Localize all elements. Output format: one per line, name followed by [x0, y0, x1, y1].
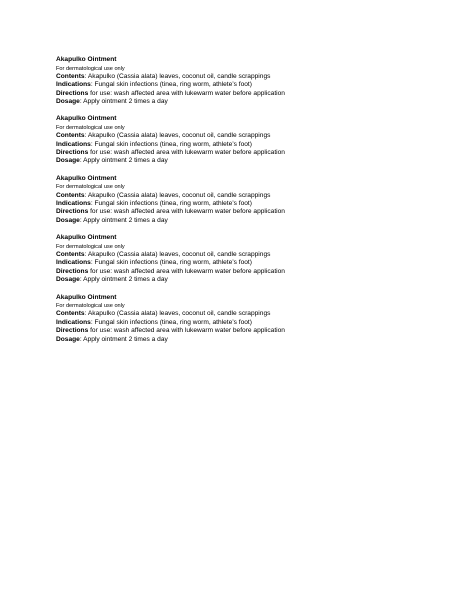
indications-term: Indications — [56, 140, 91, 148]
contents-line — [56, 251, 436, 259]
label-subtitle: For dermatological use only — [56, 303, 125, 310]
contents-term: Contents — [56, 72, 85, 80]
directions-text: for use: wash affected area with lukewarm water before application — [88, 267, 285, 275]
indications-term: Indications — [56, 318, 91, 326]
dosage-line — [56, 276, 436, 284]
dosage-line — [56, 98, 436, 106]
directions-text: for use: wash affected area with lukewarm water before application — [88, 208, 285, 216]
directions-text: for use: wash affected area with lukewarm water before application — [88, 327, 285, 335]
directions-term: Directions — [56, 327, 89, 335]
contents-line — [56, 73, 436, 81]
ointment-label — [56, 115, 436, 165]
label-subtitle: For dermatological use only — [56, 125, 125, 132]
dosage-line — [56, 157, 436, 165]
dosage-line — [56, 336, 436, 344]
contents-term: Contents — [56, 132, 85, 140]
indications-term: Indications — [56, 259, 91, 267]
contents-line — [56, 310, 436, 318]
indications-text: : Fungal skin infections (tinea, ring worm, athlete’s foot) — [90, 81, 252, 89]
indications-text: : Fungal skin infections (tinea, ring worm, athlete’s foot) — [90, 318, 252, 326]
dosage-term: Dosage — [56, 276, 80, 284]
dosage-term: Dosage — [56, 157, 80, 165]
contents-term: Contents — [56, 251, 85, 259]
label-title: Akapulko Ointment — [56, 174, 117, 182]
contents-term: Contents — [56, 191, 85, 199]
ointment-label — [56, 234, 436, 284]
indications-text: : Fungal skin infections (tinea, ring worm, athlete’s foot) — [90, 200, 252, 208]
indications-term: Indications — [56, 81, 91, 89]
label-list — [56, 56, 436, 353]
directions-line — [56, 149, 436, 157]
directions-term: Directions — [56, 267, 89, 275]
indications-line — [56, 81, 436, 89]
directions-line — [56, 90, 436, 98]
indications-line — [56, 200, 436, 208]
label-subtitle: For dermatological use only — [56, 65, 125, 72]
contents-text: : Akapulko (Cassia alata) leaves, coconut oil, candle scrappings — [84, 251, 271, 259]
indications-text: : Fungal skin infections (tinea, ring worm, athlete’s foot) — [90, 140, 252, 148]
dosage-text: : Apply ointment 2 times a day — [79, 276, 168, 284]
label-title: Akapulko Ointment — [56, 115, 117, 123]
label-subtitle: For dermatological use only — [56, 184, 125, 191]
label-title: Akapulko Ointment — [56, 234, 117, 242]
contents-text: : Akapulko (Cassia alata) leaves, coconut oil, candle scrappings — [84, 191, 271, 199]
directions-term: Directions — [56, 208, 89, 216]
contents-term: Contents — [56, 310, 85, 318]
label-title: Akapulko Ointment — [56, 293, 117, 301]
dosage-text: : Apply ointment 2 times a day — [79, 335, 168, 343]
dosage-term: Dosage — [56, 335, 80, 343]
contents-line — [56, 192, 436, 200]
label-title: Akapulko Ointment — [56, 56, 117, 63]
dosage-term: Dosage — [56, 98, 80, 106]
indications-line — [56, 141, 436, 149]
dosage-term: Dosage — [56, 216, 80, 224]
contents-line — [56, 132, 436, 140]
directions-text: for use: wash affected area with lukewarm water before application — [88, 89, 285, 97]
indications-line — [56, 319, 436, 327]
contents-text: : Akapulko (Cassia alata) leaves, coconut oil, candle scrappings — [84, 132, 271, 140]
dosage-line — [56, 217, 436, 225]
contents-text: : Akapulko (Cassia alata) leaves, coconut oil, candle scrappings — [84, 310, 271, 318]
directions-term: Directions — [56, 89, 89, 97]
ointment-label — [56, 56, 436, 106]
indications-line — [56, 259, 436, 267]
label-subtitle: For dermatological use only — [56, 243, 125, 250]
directions-line — [56, 208, 436, 216]
contents-text: : Akapulko (Cassia alata) leaves, coconut oil, candle scrappings — [84, 72, 271, 80]
dosage-text: : Apply ointment 2 times a day — [79, 216, 168, 224]
indications-text: : Fungal skin infections (tinea, ring worm, athlete’s foot) — [90, 259, 252, 267]
ointment-label — [56, 294, 436, 344]
dosage-text: : Apply ointment 2 times a day — [79, 98, 168, 106]
dosage-text: : Apply ointment 2 times a day — [79, 157, 168, 165]
directions-line — [56, 268, 436, 276]
ointment-label — [56, 175, 436, 225]
directions-text: for use: wash affected area with lukewarm water before application — [88, 149, 285, 157]
indications-term: Indications — [56, 200, 91, 208]
directions-line — [56, 327, 436, 335]
directions-term: Directions — [56, 149, 89, 157]
